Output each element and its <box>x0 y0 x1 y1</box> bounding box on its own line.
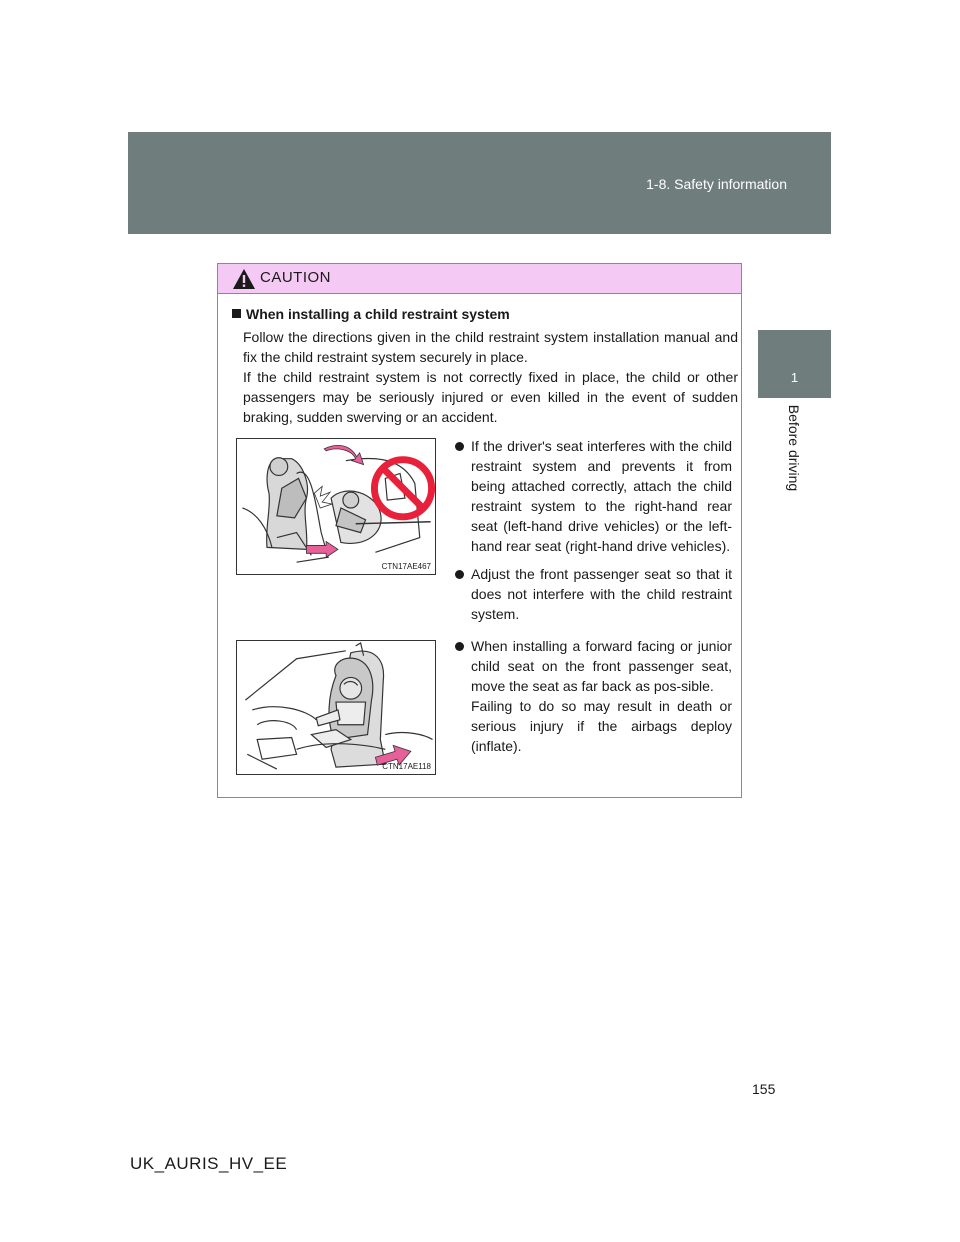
page-number: 155 <box>752 1081 776 1097</box>
bullet-item: Adjust the front passenger seat so that it does not interfere with the child restraint system. <box>452 564 732 624</box>
square-bullet-icon <box>232 309 241 318</box>
figure-code: CTN17AE118 <box>382 762 431 771</box>
figure-code: CTN17AE467 <box>381 562 431 571</box>
intro-text <box>243 327 738 427</box>
figure-seat-interference <box>236 438 436 575</box>
chapter-number: 1 <box>790 370 799 385</box>
caution-header <box>218 264 741 294</box>
figure-forward-facing-seat <box>236 640 436 775</box>
bullet-item: If the driver's seat interferes with the child restraint system and prevents it from being attached correctly, attach the child restraint system to the right-hand rear seat (left-hand drive vehicles) or the left-hand rear seat (right-hand drive vehicles). <box>452 436 732 556</box>
bullet-list <box>452 636 732 764</box>
bullet-item: When installing a forward facing or junior child seat on the front passenger seat, move the seat as far back as pos-sible. Failing to do so may result in death or serious injury if the airbags deploy (inflate). <box>452 636 732 756</box>
caution-title: CAUTION <box>260 269 331 286</box>
intro-paragraph: Follow the directions given in the child restraint system installation manual and fix the child restraint system securely in place. <box>243 329 738 365</box>
forward-facing-seat-illustration <box>237 641 435 774</box>
warning-triangle-icon <box>232 268 256 290</box>
chapter-tab <box>758 330 831 398</box>
document-code: UK_AURIS_HV_EE <box>130 1154 288 1173</box>
item-title <box>232 306 510 322</box>
bullet-list <box>452 436 732 632</box>
chapter-side-label: Before driving <box>786 404 802 492</box>
intro-paragraph: If the child restraint system is not correctly fixed in place, the child or other passengers may be seriously injured or even killed in the event of sudden braking, sudden swerving or an accident. <box>243 369 738 425</box>
header-band <box>128 132 831 234</box>
seat-interference-illustration <box>237 439 435 574</box>
section-label: 1-8. Safety information <box>646 176 787 192</box>
item-title-text: When installing a child restraint system <box>246 306 510 322</box>
caution-box <box>217 263 742 798</box>
